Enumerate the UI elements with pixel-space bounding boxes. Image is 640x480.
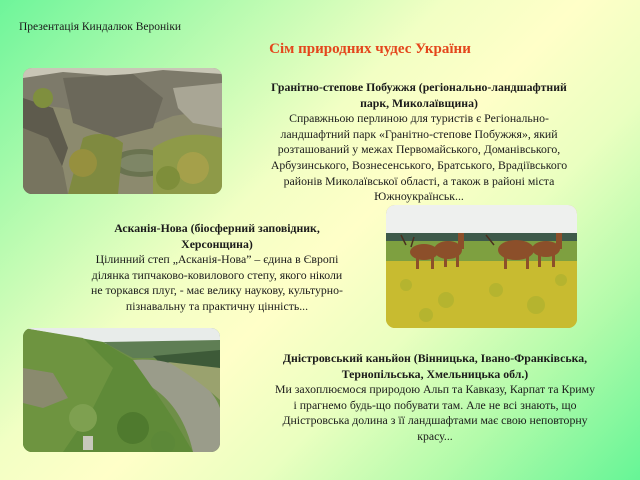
slide-title: Сім природних чудес України — [269, 41, 471, 57]
section-heading: Асканія-Нова (біосферний заповідник, Херсонщина) — [114, 221, 320, 251]
granite-canyon-photo — [23, 68, 222, 194]
section-heading: Гранітно-степове Побужжя (регіонально-ландшафтний парк, Миколаївщина) — [271, 80, 567, 110]
section-dniester-canyon — [272, 351, 598, 445]
dniester-river-photo — [23, 328, 220, 452]
section-granite-steppe — [258, 80, 580, 205]
section-body: Справжньою перлиною для туристів є Регіонально-ландшафтний парк «Гранітно-степове Побужжя», який розташований у межах Первомайського, Доманівського, Арбузинського, Вознесенського, Братського, Врадіївського районів Миколаївської області, а також в районі міста Южноукраїнськ... — [270, 111, 568, 204]
author-caption: Презентація Киндалюк Вероніки — [19, 21, 182, 33]
deer-steppe-photo — [386, 205, 577, 328]
section-askania-nova — [86, 221, 348, 315]
section-heading: Дністровський каньйон (Вінницька, Івано-Франківська, Тернопільська, Хмельницька обл.) — [282, 351, 588, 381]
section-body: Ми захоплюємося природою Альп та Кавказу, Карпат та Криму і прагнемо будь-що побувати там. Але не всі знають, що Дністровська долина з її ландшафтами має свою неповторну красу... — [275, 382, 595, 443]
section-body: Цілинний степ „Асканія-Нова” – єдина в Європі ділянка типчаково-ковилового степу, якого ніколи не торкався плуг, - має велику наукову, культурно-пізнавальну та практичну цінність... — [91, 252, 343, 313]
